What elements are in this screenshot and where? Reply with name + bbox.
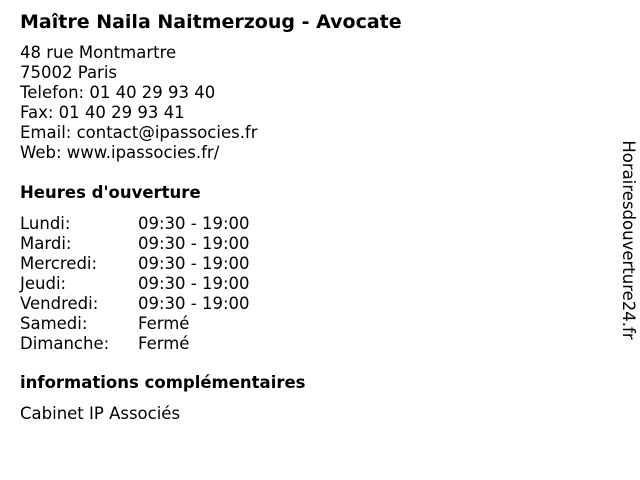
phone-number: Telefon: 01 40 29 93 40 bbox=[20, 83, 216, 102]
hours-row-saturday bbox=[20, 314, 250, 334]
hours-row-thursday bbox=[20, 274, 250, 294]
day-label: Mercredi: bbox=[20, 254, 98, 273]
side-brand-watermark: Horairesdouverture24.fr bbox=[619, 140, 638, 340]
info-heading: informations complémentaires bbox=[20, 373, 306, 392]
website: Web: www.ipassocies.fr/ bbox=[20, 143, 220, 162]
hours-table bbox=[20, 214, 250, 354]
email-address: Email: contact@ipassocies.fr bbox=[20, 123, 258, 142]
day-label: Jeudi: bbox=[20, 274, 67, 293]
hours-row-monday bbox=[20, 214, 250, 234]
day-label: Lundi: bbox=[20, 214, 71, 233]
hours-row-tuesday bbox=[20, 234, 250, 254]
opening-time: 09:30 - 19:00 bbox=[138, 234, 250, 253]
opening-time: 09:30 - 19:00 bbox=[138, 274, 250, 293]
fax-number: Fax: 01 40 29 93 41 bbox=[20, 103, 185, 122]
day-label: Mardi: bbox=[20, 234, 72, 253]
page-title: Maître Naila Naitmerzoug - Avocate bbox=[20, 11, 402, 33]
info-text: Cabinet IP Associés bbox=[20, 404, 181, 423]
opening-time: 09:30 - 19:00 bbox=[138, 214, 250, 233]
day-label: Dimanche: bbox=[20, 334, 110, 353]
opening-time: 09:30 - 19:00 bbox=[138, 294, 250, 313]
address-street: 48 rue Montmartre bbox=[20, 43, 177, 62]
opening-time: Fermé bbox=[138, 314, 190, 333]
hours-row-wednesday bbox=[20, 254, 250, 274]
day-label: Samedi: bbox=[20, 314, 88, 333]
day-label: Vendredi: bbox=[20, 294, 99, 313]
hours-heading: Heures d'ouverture bbox=[20, 183, 201, 202]
hours-row-sunday bbox=[20, 334, 250, 354]
opening-time: Fermé bbox=[138, 334, 190, 353]
hours-row-friday bbox=[20, 294, 250, 314]
contact-block bbox=[20, 43, 258, 163]
opening-time: 09:30 - 19:00 bbox=[138, 254, 250, 273]
address-city: 75002 Paris bbox=[20, 63, 118, 82]
